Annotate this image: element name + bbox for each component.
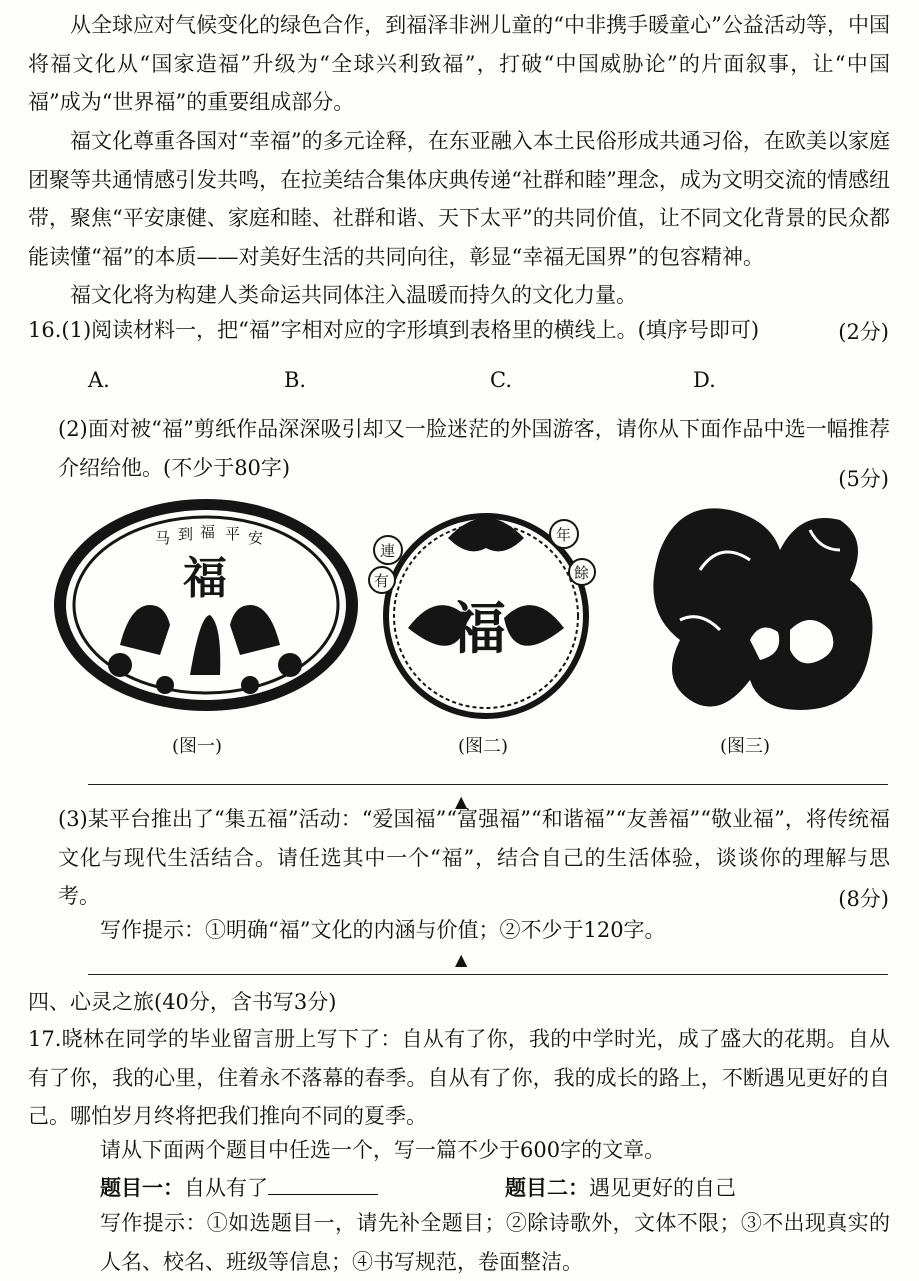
fig2-char-3: 有: [374, 572, 390, 590]
papercut-figure-3: [640, 490, 880, 722]
q17-stem: [28, 1020, 890, 1136]
topic-1-label: 题目一：: [100, 1175, 184, 1200]
topic-2-text: 遇见更好的自己: [589, 1176, 736, 1200]
option-c[interactable]: C.: [490, 368, 512, 392]
q16-number: 16.: [28, 318, 62, 342]
answer-marker-sub3: ▲: [455, 950, 468, 969]
q16-sub2-text: (2)面对被“福”剪纸作品深深吸引却又一脸迷茫的外国游客，请你从下面作品中选一幅推荐介绍给他。(不少于80字): [58, 417, 890, 480]
fig2-char-4: 餘: [574, 564, 590, 582]
fig1-center-fu: 福: [183, 553, 227, 604]
caption-figure-1: (图一): [172, 736, 223, 757]
material-paragraph-1: 从全球应对气候变化的绿色合作，到福泽非洲儿童的“中非携手暖童心”公益活动等，中国将福文化从“国家造福”升级为“全球兴利致福”，打破“中国威胁论”的片面叙事，让“中国福”成为“世界福”的重要组成部分。: [28, 13, 890, 114]
section-4-title: 四、心灵之旅(40分，含书写3分): [28, 990, 337, 1014]
caption-figure-3: (图三): [720, 736, 771, 757]
q16-sub1-score: (2分): [838, 320, 889, 344]
material-paragraph-2: 福文化尊重各国对“幸福”的多元诠释，在东亚融入本土民俗形成共通习俗，在欧美以家庭团聚等共通情感引发共鸣，在拉美结合集体庆典传递“社群和睦”理念，成为文明交流的情感纽带，聚焦“平安康健、家庭和睦、社群和谐、天下太平”的共同价值，让不同文化背景的民众都能读懂“福”的本质——对美好生活的共同向往，彰显“幸福无国界”的包容精神。: [28, 129, 890, 269]
q17-stem-text: 晓林在同学的毕业留言册上写下了：自从有了你，我的中学时光，成了盛大的花期。自从有了你，我的心里，住着永不落幕的春季。自从有了你，我的成长的路上，不断遇见更好的自己。哪怕岁月终将把我们推向不同的夏季。: [28, 1027, 890, 1128]
answer-marker-sub2: ▲: [455, 792, 468, 811]
q17-hint: 写作提示：①如选题目一，请先补全题目；②除诗歌外，文体不限；③不出现真实的人名、校名、班级等信息；④书写规范，卷面整洁。: [100, 1211, 890, 1274]
answer-line-sub2[interactable]: [88, 784, 888, 785]
fig1-char-5: 安: [248, 529, 264, 547]
q16-sub1: [28, 316, 888, 344]
material-paragraph-3: 福文化将为构建人类命运共同体注入温暖而持久的文化力量。: [70, 283, 637, 307]
option-a[interactable]: A.: [88, 368, 110, 392]
option-d[interactable]: D.: [693, 368, 716, 392]
fig2-center-fu: 福: [450, 596, 506, 662]
caption-figure-2: (图二): [458, 736, 509, 757]
q16-sub3-text: (3)某平台推出了“集五福”活动：“爱国福”“富强福”“和谐福”“友善福”“敬业福”，将传统福文化与现代生活结合。请任选其中一个“福”，结合自己的生活体验，谈谈你的理解与思考。: [58, 807, 890, 908]
option-b[interactable]: B.: [284, 368, 307, 392]
q17-topic-2: [505, 1174, 885, 1202]
answer-line-sub3[interactable]: [88, 974, 888, 975]
fig1-char-2: 到: [178, 525, 194, 543]
q16-sub3-hint: 写作提示：①明确“福”文化的内涵与价值；②不少于120字。: [100, 918, 666, 942]
q17-instruction: 请从下面两个题目中任选一个，写一篇不少于600字的文章。: [100, 1138, 666, 1162]
papercut-figure-2: [368, 498, 604, 720]
topic-1-blank[interactable]: [268, 1174, 378, 1195]
q16-sub3-score: (8分): [838, 887, 889, 911]
fig2-char-1: 連: [380, 542, 396, 560]
q16-sub2-score: (5分): [838, 467, 889, 491]
fig1-char-1: 马: [155, 529, 171, 547]
papercut-figure-1: [50, 495, 362, 715]
fig2-char-2: 年: [556, 526, 572, 544]
q17-number: 17.: [28, 1027, 62, 1051]
fig1-char-3: 福: [200, 523, 216, 541]
topic-2-label: 题目二：: [505, 1175, 589, 1200]
fig1-char-4: 平: [225, 525, 241, 543]
topic-1-text: 自从有了: [184, 1176, 268, 1200]
q16-sub1-text: (1)阅读材料一，把“福”字相对应的字形填到表格里的横线上。(填序号即可): [61, 318, 760, 342]
